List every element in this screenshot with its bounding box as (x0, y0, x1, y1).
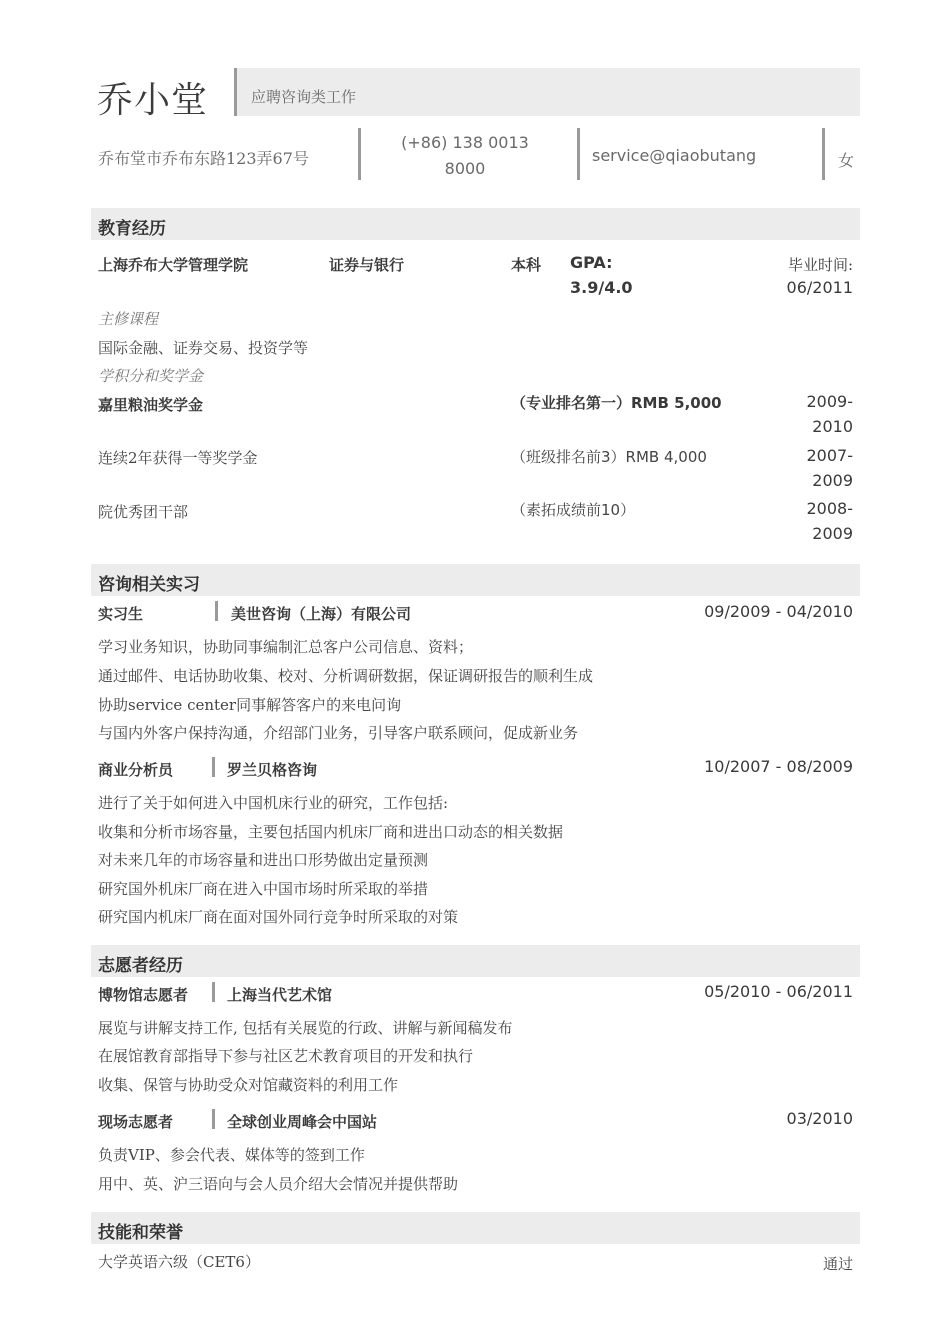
gender-text: 女 (838, 151, 855, 170)
award-year-start: 2007- (806, 446, 853, 465)
volunteer-duty: 在展馆教育部指导下参与社区艺术教育项目的开发和执行 (98, 1047, 474, 1065)
job-dates: 10/2007 - 08/2009 (704, 757, 853, 776)
contact-divider-2 (577, 128, 580, 180)
volunteer-divider (212, 982, 215, 1002)
address-text: 乔布堂市乔布东路123弄67号 (98, 149, 309, 168)
graduation-date: 06/2011 (786, 278, 853, 297)
volunteer-org: 全球创业周峰会中国站 (227, 1113, 378, 1131)
education-section-bar (91, 208, 860, 240)
email-text[interactable]: service@qiaobutang (592, 146, 757, 165)
volunteer-duty: 展览与讲解支持工作, 包括有关展览的行政、讲解与新闻稿发布 (98, 1019, 513, 1037)
major-name: 证券与银行 (329, 256, 405, 274)
contact-divider-1 (358, 128, 361, 180)
job-company: 罗兰贝格咨询 (227, 761, 318, 779)
name-heading: 乔小堂 (97, 80, 209, 121)
graduation-label: 毕业时间: (787, 256, 853, 274)
gpa-label: GPA: (570, 253, 613, 272)
award-year-start: 2009- (806, 392, 853, 411)
award-name: 嘉里粮油奖学金 (98, 396, 204, 414)
job-duty: 协助service center同事解答客户的来电问询 (98, 696, 402, 714)
courses-text: 国际金融、证券交易、投资学等 (98, 339, 309, 357)
award-name: 院优秀团干部 (98, 503, 189, 521)
volunteer-dates: 03/2010 (786, 1109, 853, 1128)
award-name: 连续2年获得一等奖学金 (98, 449, 258, 467)
volunteer-section-bar (91, 945, 860, 977)
award-detail: （素拓成绩前10） (511, 501, 636, 519)
phone-line2: 8000 (444, 159, 486, 178)
job-duty: 通过邮件、电话协助收集、校对、分析调研数据，保证调研报告的顺利生成 (98, 667, 594, 685)
volunteer-title: 志愿者经历 (98, 956, 183, 976)
volunteer-divider (212, 1109, 215, 1129)
school-name: 上海乔布大学管理学院 (98, 256, 249, 274)
job-duty: 收集和分析市场容量，主要包括国内机床厂商和进出口动态的相关数据 (98, 823, 564, 841)
job-duty: 进行了关于如何进入中国机床行业的研究，工作包括: (98, 794, 449, 812)
job-role: 实习生 (98, 605, 144, 623)
volunteer-duty: 负责VIP、参会代表、媒体等的签到工作 (98, 1146, 365, 1164)
award-year-end: 2009 (812, 524, 853, 543)
job-duty: 与国内外客户保持沟通，介绍部门业务，引导客户联系顾问，促成新业务 (98, 724, 579, 742)
volunteer-role: 博物馆志愿者 (98, 986, 189, 1004)
contact-divider-3 (822, 128, 825, 180)
objective-divider (234, 68, 237, 116)
skills-section-bar (91, 1212, 860, 1244)
internship-section-bar (91, 564, 860, 596)
volunteer-dates: 05/2010 - 06/2011 (704, 982, 853, 1001)
job-duty: 研究国内机床厂商在面对国外同行竞争时所采取的对策 (98, 908, 459, 926)
gpa-value: 3.9/4.0 (570, 278, 633, 297)
job-dates: 09/2009 - 04/2010 (704, 602, 853, 621)
job-divider (212, 757, 215, 777)
job-duty: 研究国外机床厂商在进入中国市场时所采取的举措 (98, 880, 429, 898)
award-year-start: 2008- (806, 499, 853, 518)
courses-label: 主修课程 (98, 310, 159, 328)
skills-title: 技能和荣誉 (98, 1223, 183, 1243)
job-role: 商业分析员 (98, 761, 174, 779)
job-duty: 对未来几年的市场容量和进出口形势做出定量预测 (98, 851, 429, 869)
award-detail: （班级排名前3）RMB 4,000 (511, 448, 707, 466)
internship-title: 咨询相关实习 (98, 575, 200, 595)
volunteer-org: 上海当代艺术馆 (227, 986, 333, 1004)
skill-item: 大学英语六级（CET6） (98, 1253, 260, 1271)
education-title: 教育经历 (98, 219, 166, 239)
award-year-end: 2009 (812, 471, 853, 490)
objective-text: 应聘咨询类工作 (251, 88, 357, 106)
award-year-end: 2010 (812, 417, 853, 436)
job-divider (215, 601, 218, 621)
volunteer-duty: 收集、保管与协助受众对馆藏资料的利用工作 (98, 1076, 399, 1094)
job-duty: 学习业务知识，协助同事编制汇总客户公司信息、资料； (98, 638, 474, 656)
volunteer-duty: 用中、英、沪三语向与会人员介绍大会情况并提供帮助 (98, 1175, 459, 1193)
job-company: 美世咨询（上海）有限公司 (231, 605, 412, 623)
degree-name: 本科 (511, 256, 542, 274)
skill-result: 通过 (822, 1255, 853, 1273)
volunteer-role: 现场志愿者 (98, 1113, 174, 1131)
phone-line1: (+86) 138 0013 (401, 133, 529, 152)
award-detail: （专业排名第一）RMB 5,000 (511, 394, 722, 412)
awards-label: 学积分和奖学金 (98, 367, 204, 385)
